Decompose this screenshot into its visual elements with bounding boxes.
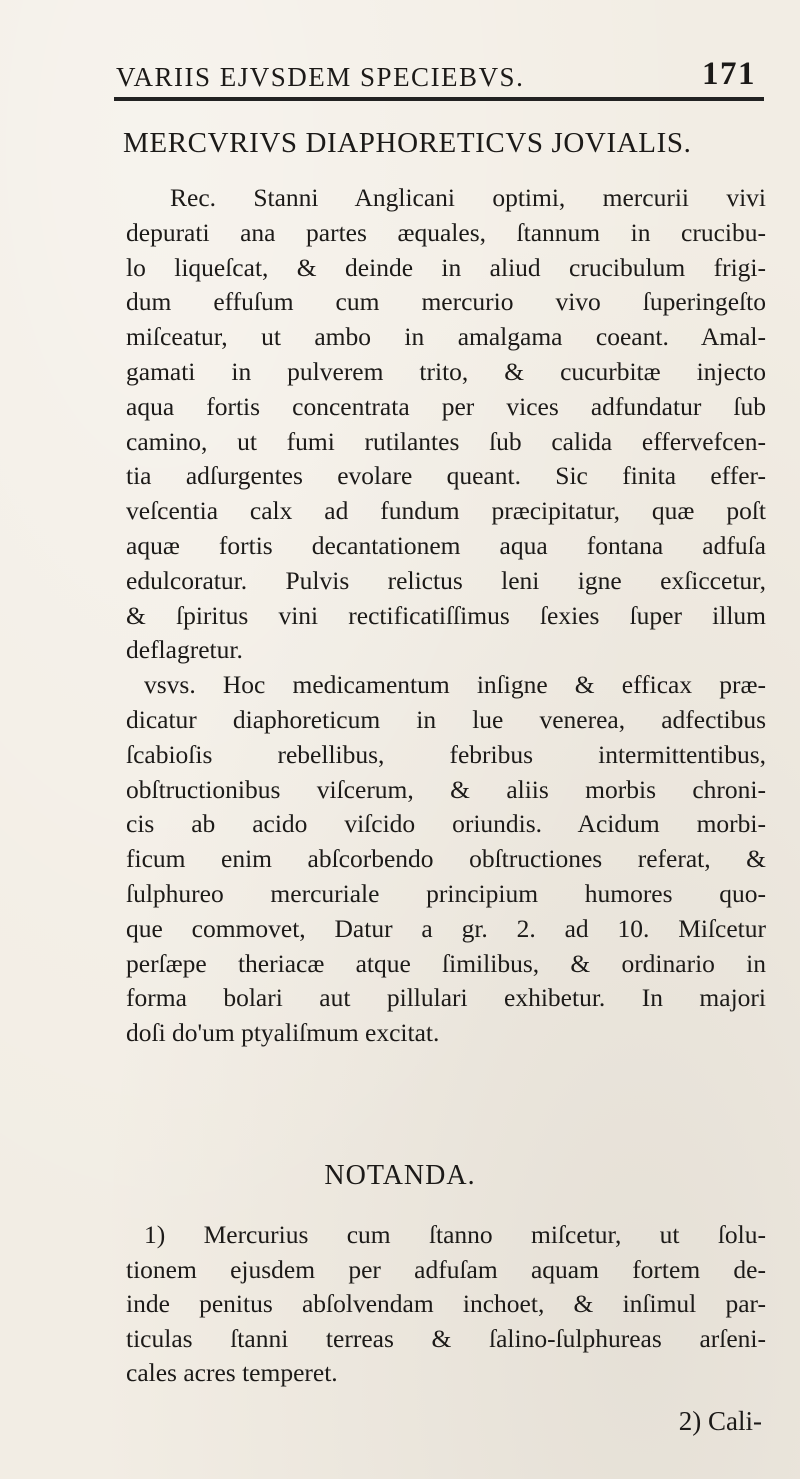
- running-title: VARIIS EJVSDEM SPECIEBVS.: [116, 62, 525, 92]
- text-line: lo liqueſcat, & deinde in aliud crucibulum frigi-: [126, 252, 766, 282]
- text-line: tia adſurgentes evolare queant. Sic finita effer-: [126, 461, 766, 491]
- catchword: 2) Cali-: [678, 1406, 762, 1436]
- text-line: & ſpiritus vini rectificatiſſimus ſexies ſuper illum: [126, 600, 766, 630]
- recipe-text: [126, 181, 766, 1051]
- text-line: deflagretur.: [126, 635, 243, 665]
- text-line: aqua fortis concentrata per vices adfundatur ſub: [126, 391, 766, 421]
- text-line: doſi do'um ptyaliſmum excitat.: [126, 1018, 440, 1048]
- text-line: dicatur diaphoreticum in lue venerea, adfectibus: [126, 704, 766, 734]
- usus-line: vsvs. Hoc medicamentum inſigne & efficax præ-: [144, 670, 766, 700]
- text-line: perſæpe theriacæ atque ſimilibus, & ordinario in: [126, 948, 766, 978]
- text-line: ficum enim abſcorbendo obſtructiones referat, &: [126, 844, 766, 874]
- text-line: miſceatur, ut ambo in amalgama coeant. Amal-: [126, 322, 766, 352]
- notanda-line: 1) Mercurius cum ſtanno miſcetur, ut ſolu-: [144, 1220, 766, 1249]
- text-line: depurati ana partes æquales, ſtannum in crucibu-: [126, 217, 766, 247]
- notanda-line: inde penitus abſolvendam inchoet, & inſimul par-: [126, 1289, 766, 1318]
- text-line: cis ab acido viſcido oriundis. Acidum morbi-: [126, 809, 766, 839]
- text-line: veſcentia calx ad fundum præcipitatur, quæ poſt: [126, 496, 766, 526]
- text-line: ſulphureo mercuriale principium humores quo-: [126, 878, 766, 908]
- text-line: aquæ fortis decantationem aqua fontana adfuſa: [126, 530, 766, 560]
- text-line: ſcabioſis rebellibus, febribus intermittentibus,: [126, 739, 766, 769]
- notanda-line: ticulas ſtanni terreas & ſalino-ſulphureas arſeni-: [126, 1323, 766, 1353]
- page-number: 171: [702, 56, 756, 92]
- header-rule: [114, 97, 764, 101]
- text-line: que commovet, Datur a gr. 2. ad 10. Miſcetur: [126, 913, 766, 943]
- text-line: Rec. Stanni Anglicani optimi, mercurii vivi: [170, 183, 766, 212]
- text-line: gamati in pulverem trito, & cucurbitæ injecto: [126, 356, 766, 386]
- notanda-line: tionem ejusdem per adfuſam aquam fortem de-: [126, 1254, 766, 1284]
- text-line: dum effuſum cum mercurio vivo ſuperingeſto: [126, 287, 766, 317]
- text-line: edulcoratur. Pulvis relictus leni igne exſiccetur,: [126, 565, 766, 595]
- text-line: obſtructionibus viſcerum, & aliis morbis chroni-: [126, 774, 766, 804]
- notanda-heading: NOTANDA.: [324, 1160, 476, 1191]
- text-line: camino, ut fumi rutilantes ſub calida effervefcen-: [126, 426, 766, 456]
- notanda-text: [126, 1218, 766, 1391]
- notanda-line: cales acres temperet.: [126, 1358, 338, 1387]
- text-line: forma bolari aut pillulari exhibetur. In majori: [126, 983, 766, 1013]
- section-title: MERCVRIVS DIAPHORETICVS JOVIALIS.: [123, 127, 692, 159]
- running-head: [116, 56, 756, 96]
